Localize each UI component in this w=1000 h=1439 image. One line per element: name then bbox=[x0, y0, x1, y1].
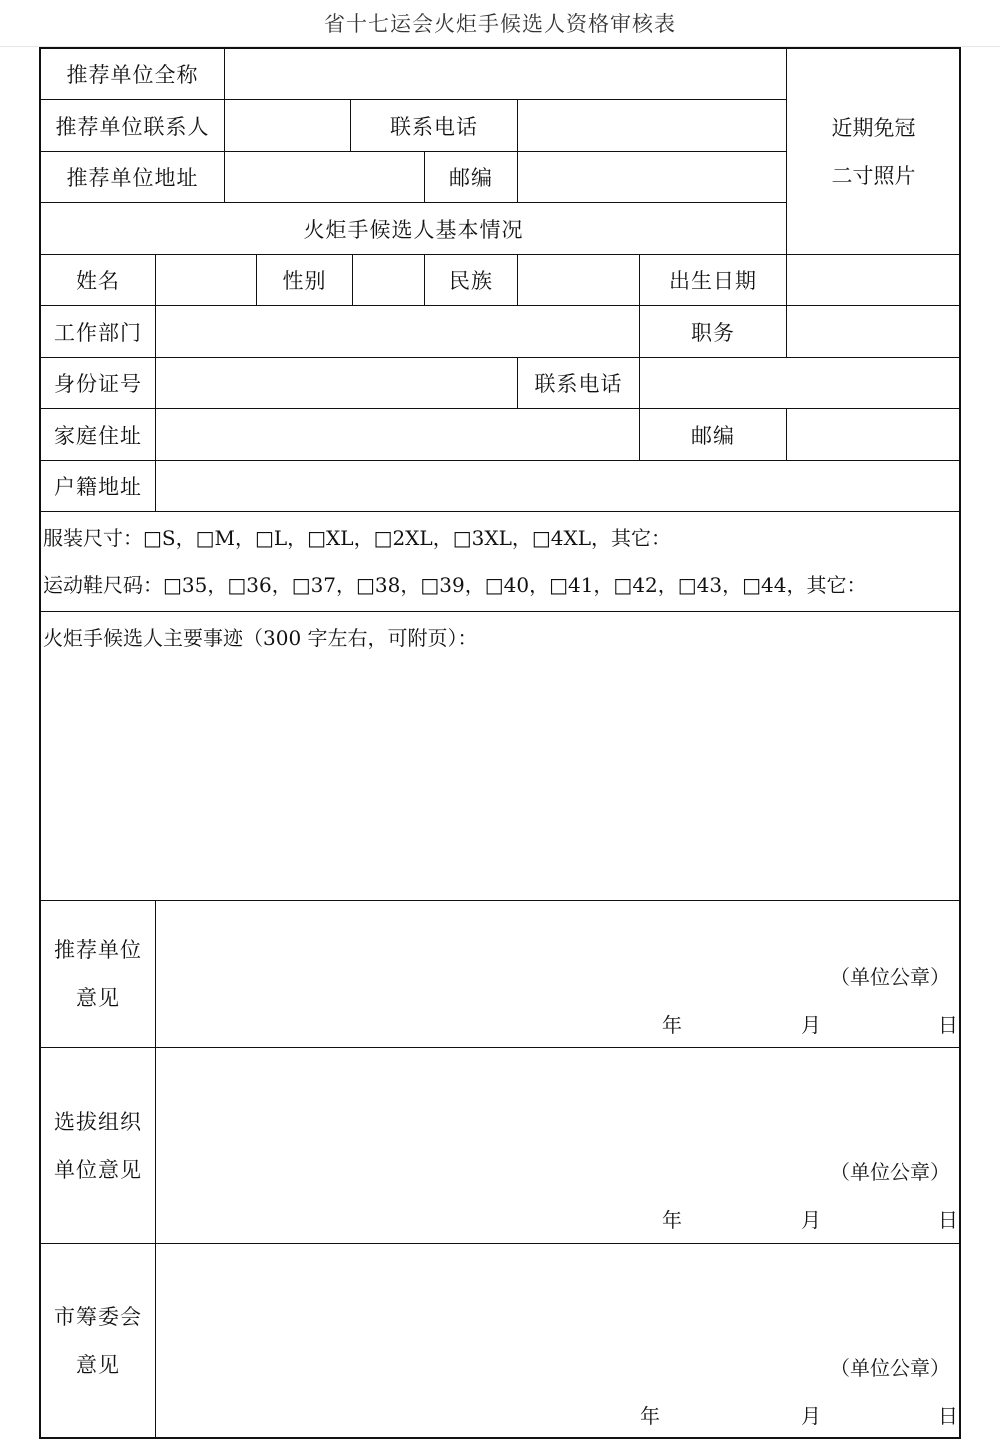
recommender-full-name-field[interactable] bbox=[224, 48, 787, 100]
candidate-phone-label: 联系电话 bbox=[517, 357, 640, 409]
date-month-label: 月 bbox=[801, 1208, 821, 1232]
photo-placeholder[interactable] bbox=[786, 48, 961, 255]
candidate-postcode-field[interactable] bbox=[786, 408, 961, 461]
selection-org-opinion-field[interactable] bbox=[155, 1047, 961, 1244]
recommender-full-name-label: 推荐单位全称 bbox=[40, 48, 225, 100]
date-year-label: 年 bbox=[662, 1208, 682, 1232]
opinion-label-line2: 意见 bbox=[76, 986, 120, 1010]
opinion-label-line2: 单位意见 bbox=[54, 1157, 142, 1182]
date-month-label: 月 bbox=[801, 1404, 821, 1428]
opinion-label-line2: 意见 bbox=[76, 1353, 120, 1377]
photo-hint-line1: 近期免冠 bbox=[831, 115, 916, 140]
candidate-name-field[interactable] bbox=[155, 254, 257, 306]
seal-note: （单位公章） bbox=[830, 1356, 950, 1380]
shoe-size-options[interactable]: 运动鞋尺码：□35，□36，□37，□38，□39，□40，□41，□42，□43，□44，其它： bbox=[43, 572, 867, 597]
candidate-phone-field[interactable] bbox=[639, 357, 961, 409]
candidate-position-field[interactable] bbox=[786, 305, 961, 358]
candidate-birthdate-field[interactable] bbox=[786, 254, 961, 306]
candidate-gender-field[interactable] bbox=[352, 254, 425, 306]
candidate-department-field[interactable] bbox=[155, 305, 640, 358]
city-committee-opinion-field[interactable] bbox=[155, 1243, 961, 1439]
section-basic-info-heading: 火炬手候选人基本情况 bbox=[40, 202, 787, 255]
candidate-ethnicity-field[interactable] bbox=[517, 254, 640, 306]
recommender-postcode-field[interactable] bbox=[517, 151, 787, 203]
recommender-address-label: 推荐单位地址 bbox=[40, 151, 225, 203]
selection-org-opinion-label bbox=[40, 1047, 156, 1244]
seal-note: （单位公章） bbox=[830, 965, 950, 989]
candidate-ethnicity-label: 民族 bbox=[424, 254, 518, 306]
candidate-id-field[interactable] bbox=[155, 357, 518, 409]
recommender-address-field[interactable] bbox=[224, 151, 425, 203]
candidate-household-address-field[interactable] bbox=[155, 460, 961, 512]
candidate-birthdate-label: 出生日期 bbox=[639, 254, 787, 306]
main-deeds-label: 火炬手候选人主要事迹（300 字左右，可附页）： bbox=[43, 626, 478, 650]
opinion-label-line1: 推荐单位 bbox=[54, 938, 142, 962]
candidate-id-label: 身份证号 bbox=[40, 357, 156, 409]
candidate-household-address-label: 户籍地址 bbox=[40, 460, 156, 512]
recommender-postcode-label: 邮编 bbox=[424, 151, 518, 203]
opinion-label-line1: 选拔组织 bbox=[54, 1109, 142, 1134]
recommender-phone-label: 联系电话 bbox=[350, 99, 518, 152]
recommender-contact-field[interactable] bbox=[224, 99, 351, 152]
candidate-home-address-label: 家庭住址 bbox=[40, 408, 156, 461]
city-committee-opinion-label bbox=[40, 1243, 156, 1439]
main-deeds-field[interactable] bbox=[40, 611, 961, 901]
photo-hint-line2: 二寸照片 bbox=[831, 163, 916, 188]
recommender-phone-field[interactable] bbox=[517, 99, 787, 152]
date-day-label: 日 bbox=[938, 1208, 958, 1232]
seal-note: （单位公章） bbox=[830, 1160, 950, 1184]
recommender-opinion-field[interactable] bbox=[155, 900, 961, 1048]
clothing-size-options[interactable]: 服装尺寸：□S，□M，□L，□XL，□2XL，□3XL，□4XL，其它： bbox=[43, 525, 671, 550]
date-year-label: 年 bbox=[640, 1404, 660, 1428]
candidate-position-label: 职务 bbox=[639, 305, 787, 358]
candidate-postcode-label: 邮编 bbox=[639, 408, 787, 461]
form-title: 省十七运会火炬手候选人资格审核表 bbox=[0, 0, 1000, 47]
date-day-label: 日 bbox=[938, 1013, 958, 1037]
date-year-label: 年 bbox=[662, 1013, 682, 1037]
recommender-opinion-label bbox=[40, 900, 156, 1048]
recommender-contact-label: 推荐单位联系人 bbox=[40, 99, 225, 152]
date-month-label: 月 bbox=[801, 1013, 821, 1037]
opinion-label-line1: 市筹委会 bbox=[54, 1305, 142, 1329]
size-selection-block[interactable] bbox=[40, 511, 961, 612]
date-day-label: 日 bbox=[938, 1404, 958, 1428]
candidate-department-label: 工作部门 bbox=[40, 305, 156, 358]
candidate-name-label: 姓名 bbox=[40, 254, 156, 306]
candidate-home-address-field[interactable] bbox=[155, 408, 640, 461]
candidate-gender-label: 性别 bbox=[256, 254, 353, 306]
